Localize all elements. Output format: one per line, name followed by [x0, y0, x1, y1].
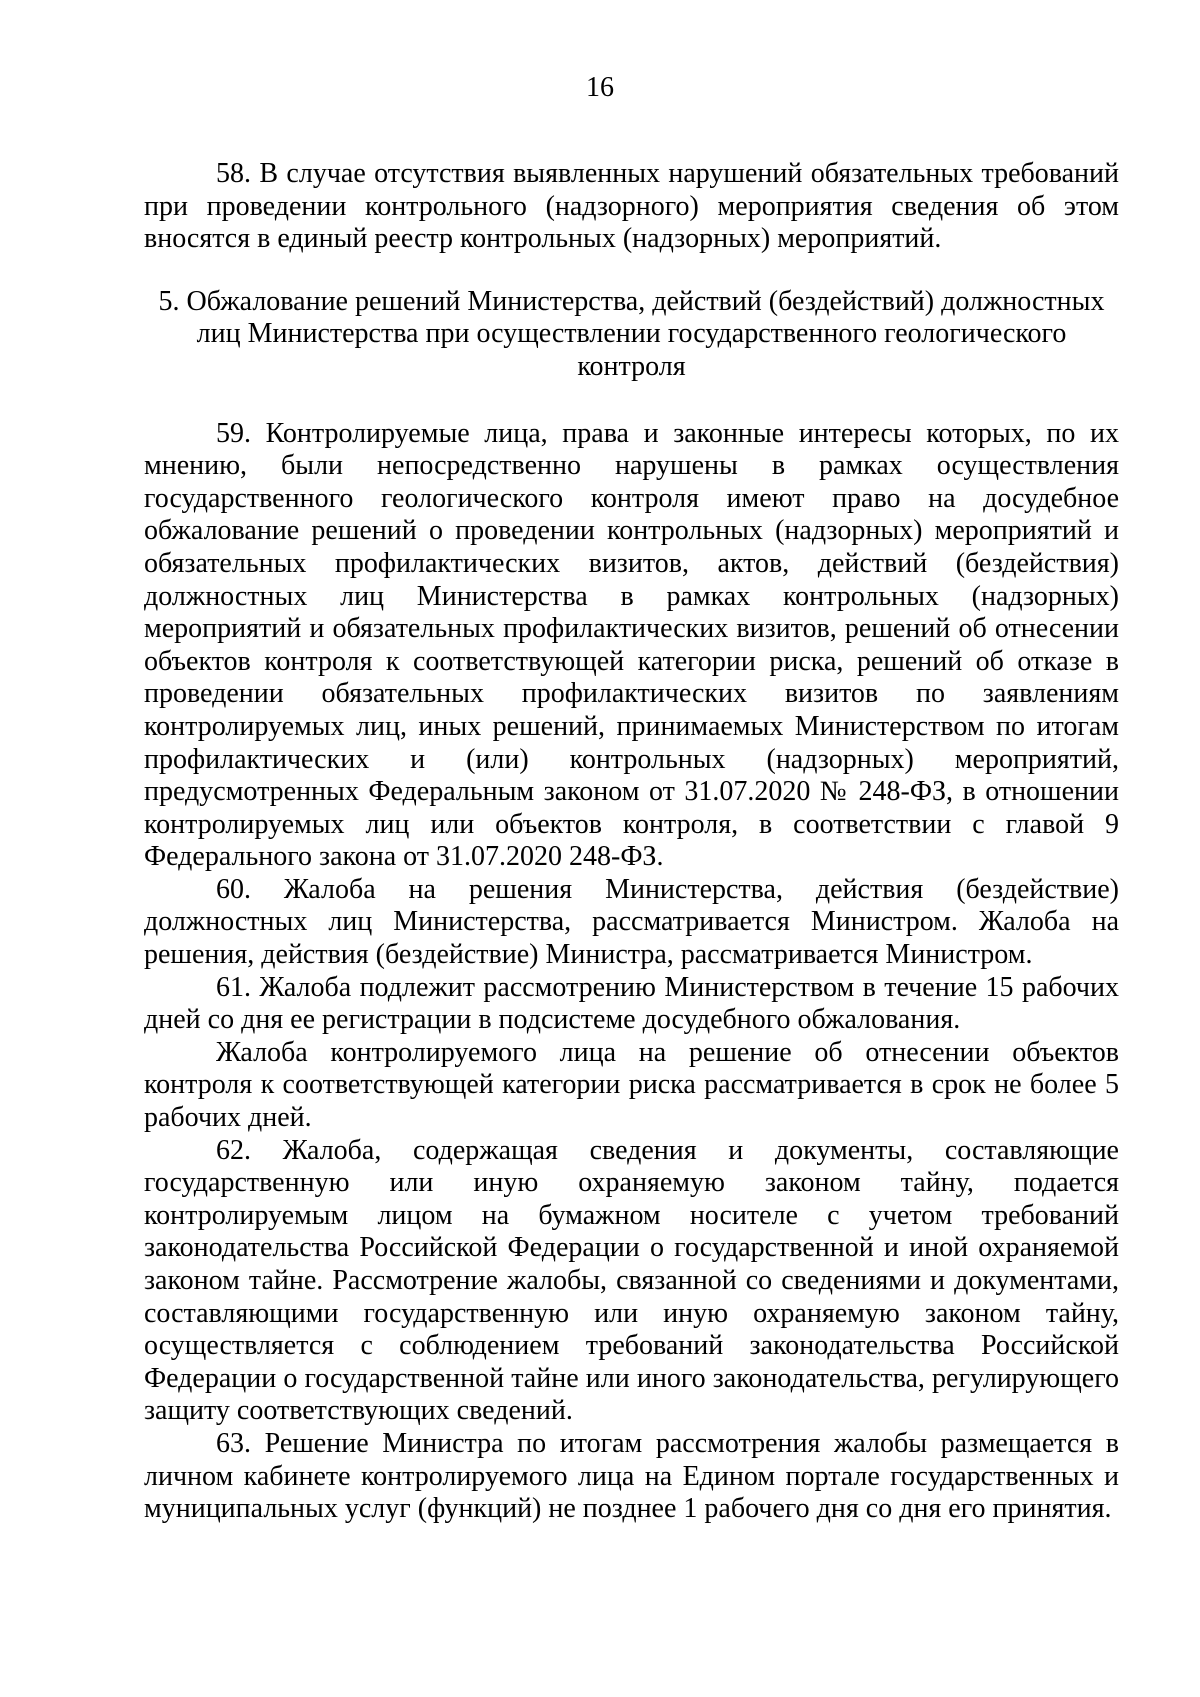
- section-heading: 5. Обжалование решений Министерства, действий (бездействий) должностных лиц Министерства при осуществлении государственного геологического контроля: [158, 285, 1105, 382]
- paragraph-61: 61. Жалоба подлежит рассмотрению Министерством в течение 15 рабочих дней со дня ее регистрации в подсистеме досудебного обжалования.: [144, 971, 1119, 1036]
- paragraph-60: 60. Жалоба на решения Министерства, действия (бездействие) должностных лиц Министерства, рассматривается Министром. Жалоба на решения, действия (бездействие) Министра, рассматривается Министром.: [144, 873, 1119, 971]
- paragraph-62: 62. Жалоба, содержащая сведения и документы, составляющие государственную или иную охраняемую законом тайну, подается контролируемым лицом на бумажном носителе с учетом требований законодательства Российской Федерации о государственной и иной охраняемой законом тайне. Рассмотрение жалобы, связанной со сведениями и документами, составляющими государственную или иную охраняемую законом тайну, осуществляется с соблюдением требований законодательства Российской Федерации о государственной тайне или иного законодательства, регулирующего защиту соответствующих сведений.: [144, 1134, 1119, 1427]
- paragraph-59: 59. Контролируемые лица, права и законные интересы которых, по их мнению, были непосредственно нарушены в рамках осуществления государственного геологического контроля имеют право на досудебное обжалование решений о проведении контрольных (надзорных) мероприятий и обязательных профилактических визитов, актов, действий (бездействия) должностных лиц Министерства в рамках контрольных (надзорных) мероприятий и обязательных профилактических визитов, решений об отнесении объектов контроля к соответствующей категории риска, решений об отказе в проведении обязательных профилактических визитов по заявлениям контролируемых лиц, иных решений, принимаемых Министерством по итогам профилактических и (или) контрольных (надзорных) мероприятий, предусмотренных Федеральным законом от 31.07.2020 № 248-ФЗ, в отношении контролируемых лиц или объектов контроля, в соответствии с главой 9 Федерального закона от 31.07.2020 248-ФЗ.: [144, 417, 1119, 873]
- paragraph-61-continued: Жалоба контролируемого лица на решение об отнесении объектов контроля к соответствующей категории риска рассматривается в срок не более 5 рабочих дней.: [144, 1036, 1119, 1134]
- page-number: 16: [586, 72, 614, 103]
- paragraph-58: 58. В случае отсутствия выявленных нарушений обязательных требований при проведении контрольного (надзорного) мероприятия сведения об этом вносятся в единый реестр контрольных (надзорных) мероприятий.: [144, 158, 1119, 255]
- paragraph-63: 63. Решение Министра по итогам рассмотрения жалобы размещается в личном кабинете контролируемого лица на Едином портале государственных и муниципальных услуг (функций) не позднее 1 рабочего дня со дня его принятия.: [144, 1427, 1119, 1525]
- document-body: [144, 158, 1119, 1526]
